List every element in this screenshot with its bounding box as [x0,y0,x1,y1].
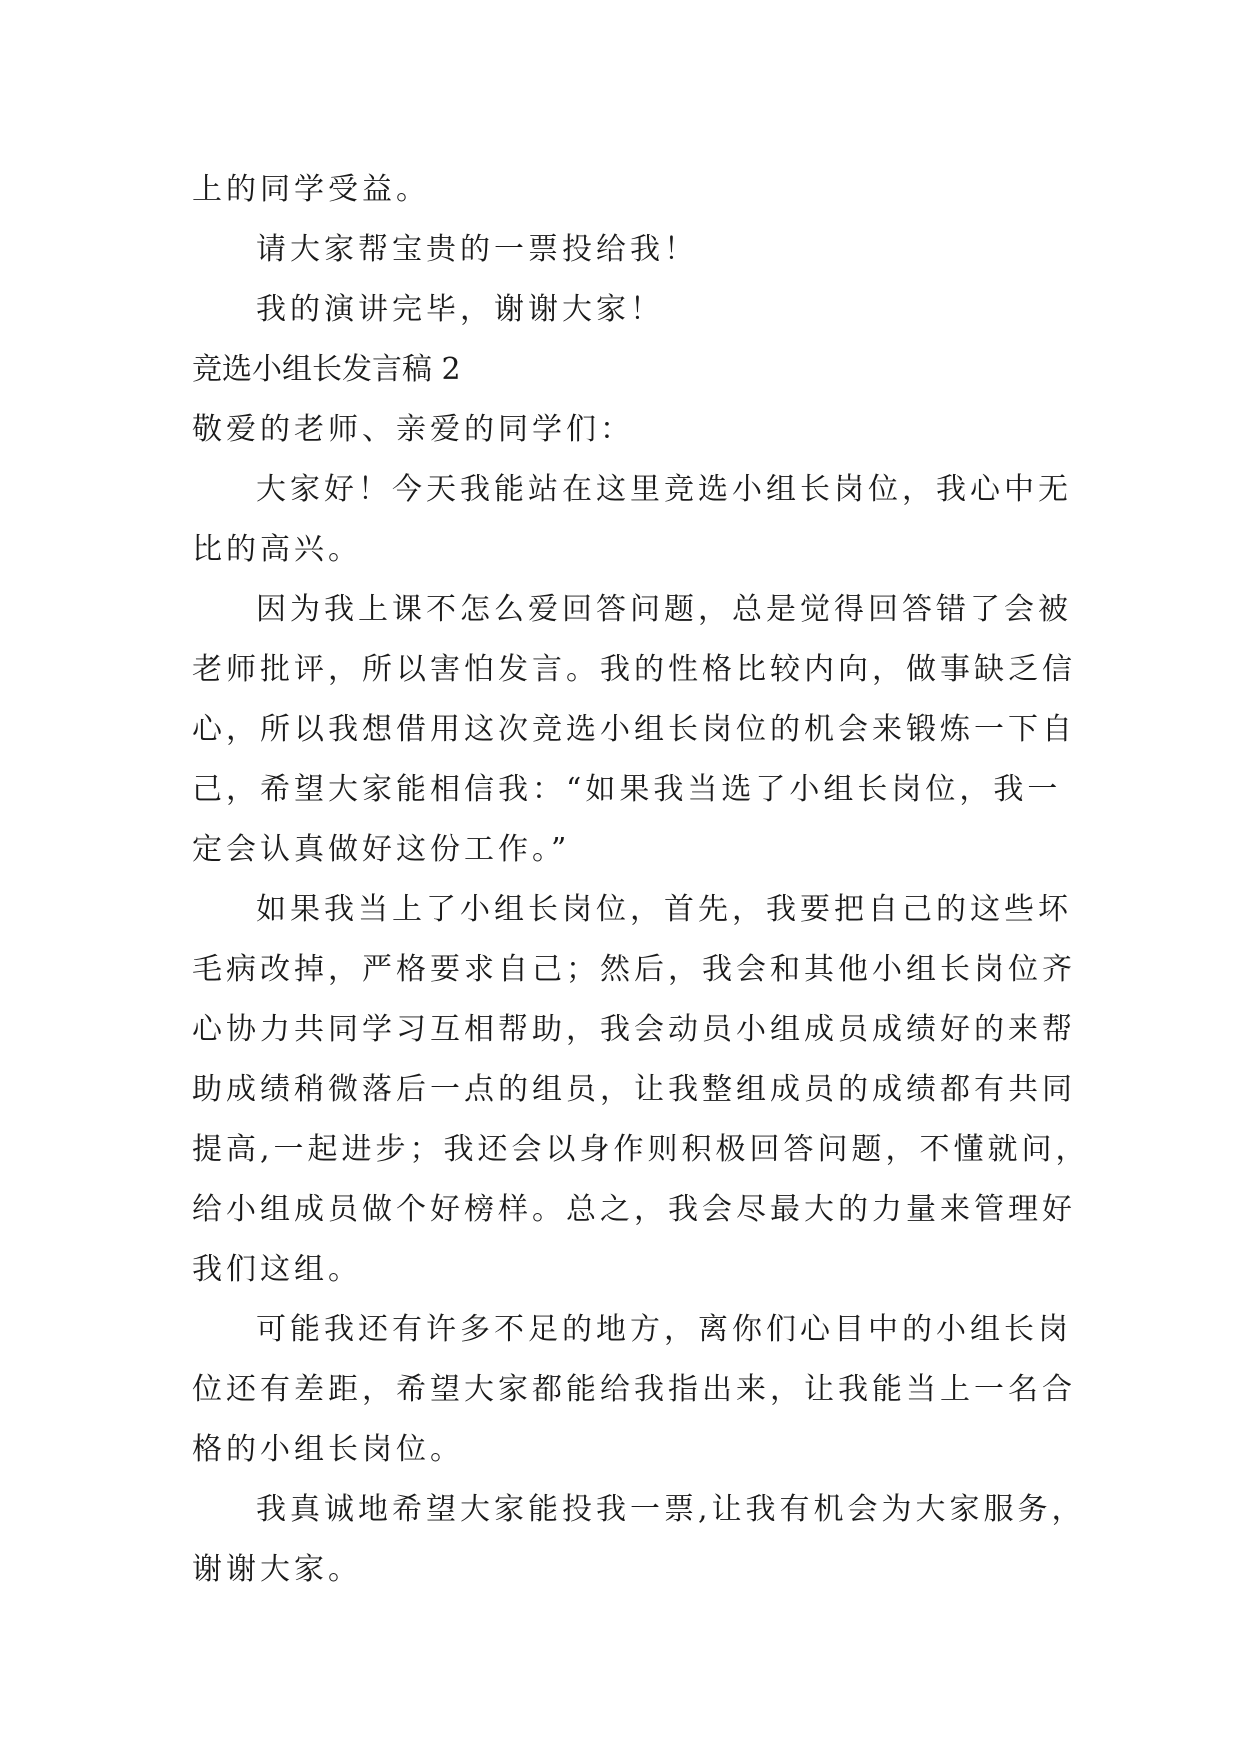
text-line: 己，希望大家能相信我：“如果我当选了小组长岗位，我一 [192,772,1062,807]
document-body [192,160,1090,1600]
text-line: 因为我上课不怎么爱回答问题，总是觉得回答错了会被 [256,592,1072,627]
text-line: 比的高兴。 [192,532,362,567]
section-title: 竞选小组长发言稿 2 [192,352,461,387]
salutation: 敬爱的老师、亲爱的同学们： [192,412,634,447]
text-line: 老师批评，所以害怕发言。我的性格比较内向，做事缺乏信 [192,652,1076,687]
text-line: 如果我当上了小组长岗位，首先，我要把自己的这些坏 [256,892,1072,927]
text-line: 上的同学受益。 [192,172,430,207]
text-line: 谢谢大家。 [192,1552,362,1587]
text-line: 心协力共同学习互相帮助，我会动员小组成员成绩好的来帮 [192,1012,1076,1047]
text-line: 定会认真做好这份工作。” [192,832,571,867]
text-line: 大家好！今天我能站在这里竞选小组长岗位，我心中无 [256,472,1072,507]
text-line: 我真诚地希望大家能投我一票,让我有机会为大家服务， [256,1492,1086,1527]
text-line: 提高,一起进步；我还会以身作则积极回答问题，不懂就问， [192,1132,1090,1167]
text-line: 给小组成员做个好榜样。总之，我会尽最大的力量来管理好 [192,1192,1076,1227]
text-line: 我的演讲完毕，谢谢大家！ [256,292,664,327]
text-line: 心，所以我想借用这次竞选小组长岗位的机会来锻炼一下自 [192,712,1076,747]
text-line: 格的小组长岗位。 [192,1432,464,1467]
text-line: 助成绩稍微落后一点的组员，让我整组成员的成绩都有共同 [192,1072,1076,1107]
text-line: 位还有差距，希望大家都能给我指出来，让我能当上一名合 [192,1372,1076,1407]
text-line: 我们这组。 [192,1252,362,1287]
text-line: 请大家帮宝贵的一票投给我！ [256,232,698,267]
text-line: 毛病改掉，严格要求自己；然后，我会和其他小组长岗位齐 [192,952,1076,987]
text-line: 可能我还有许多不足的地方，离你们心目中的小组长岗 [256,1312,1072,1347]
